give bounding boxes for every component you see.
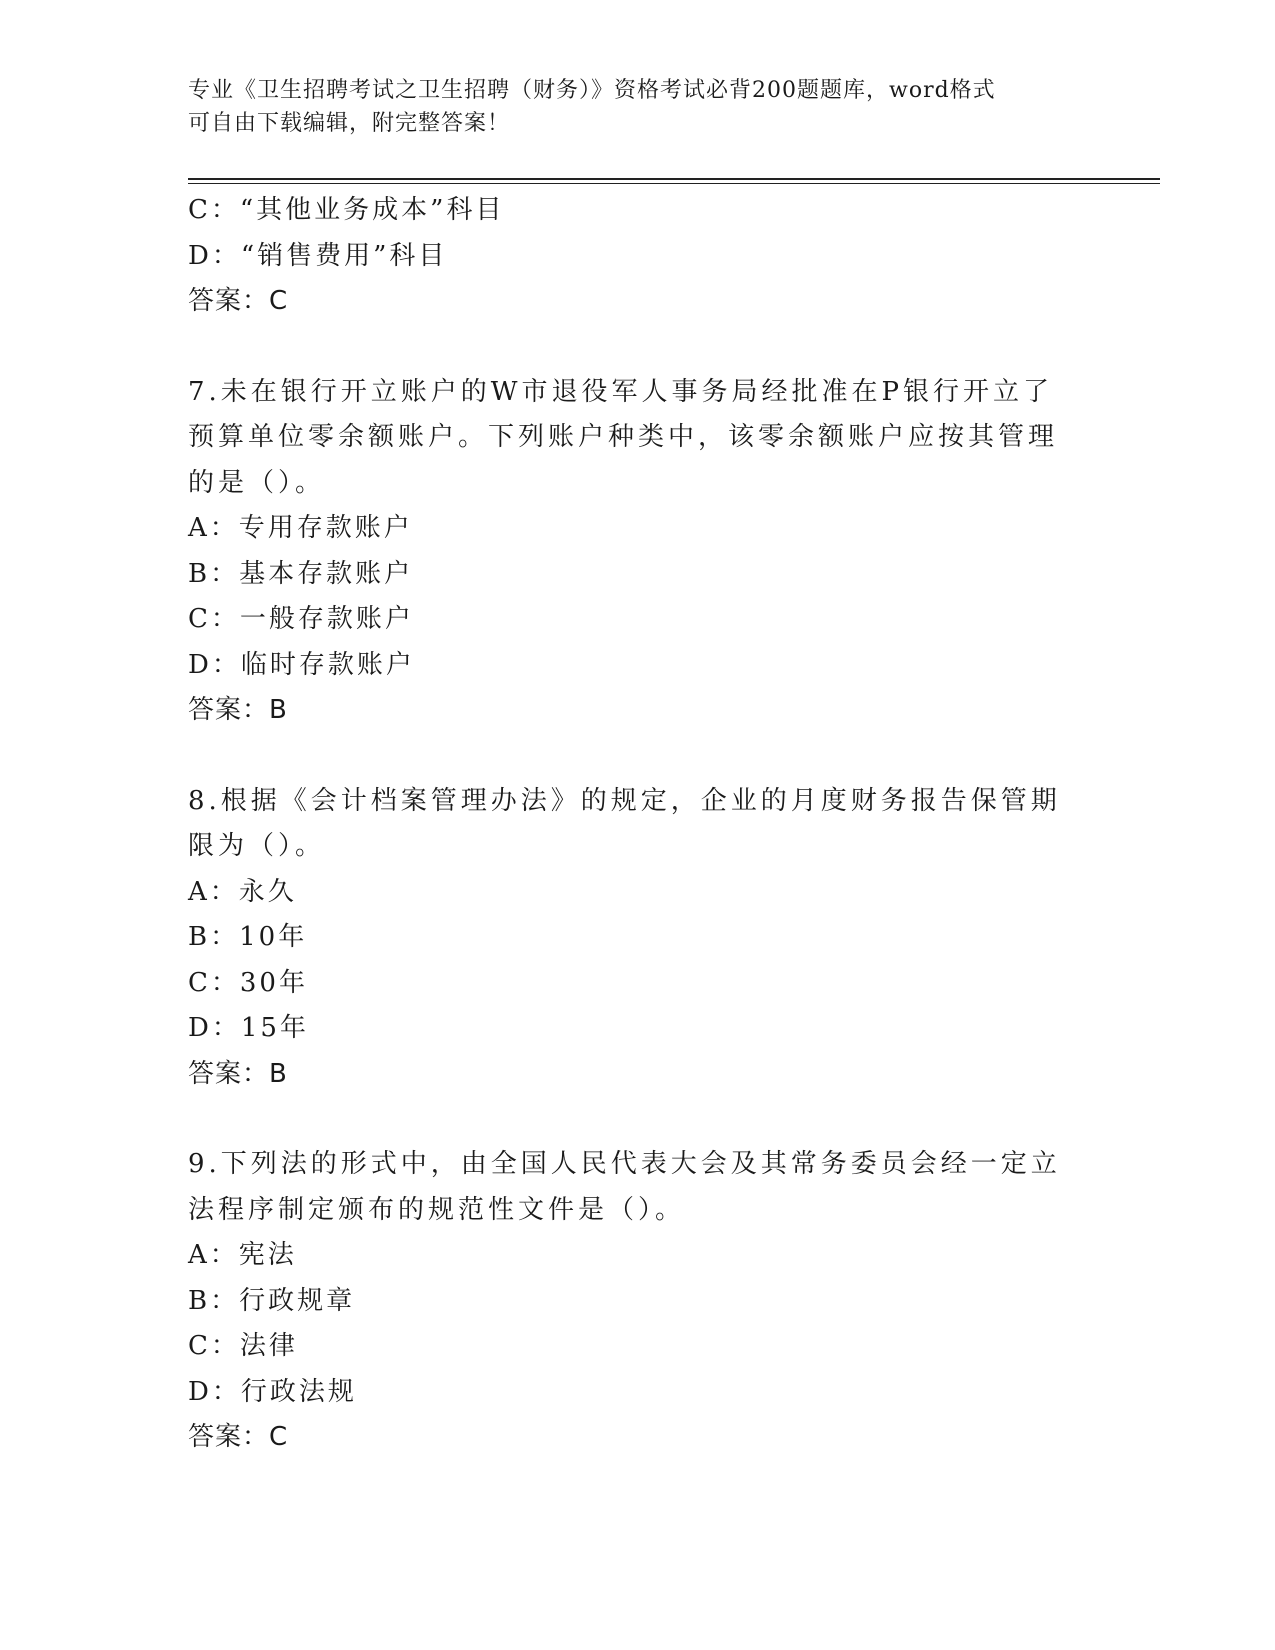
header-divider-thin (188, 183, 1160, 184)
question-9 (188, 1142, 1068, 1461)
document-header (188, 74, 1068, 140)
answer: 答案：C (188, 286, 289, 316)
header-divider-thick (188, 178, 1160, 180)
option-b: B：行政规章 (188, 1285, 356, 1316)
option-c: C：法律 (188, 1331, 298, 1361)
question-list (188, 188, 1068, 1461)
option-c: C：“其他业务成本”科目 (188, 195, 505, 225)
option-c: C：一般存款账户 (188, 604, 414, 634)
answer: 答案：C (188, 1422, 289, 1452)
option-b: B：10年 (188, 922, 308, 952)
question-6-continuation (188, 188, 1068, 325)
option-b: B：基本存款账户 (188, 558, 414, 589)
option-d: D：行政法规 (188, 1376, 357, 1407)
option-d: D：“销售费用”科目 (188, 240, 448, 271)
question-stem: 7.未在银行开立账户的W市退役军人事务局经批准在P银行开立了预算单位零余额账户。下列账户种类中，该零余额账户应按其管理的是（）。 (188, 376, 1059, 498)
option-a: A：永久 (188, 876, 297, 907)
option-d: D：15年 (188, 1013, 309, 1043)
option-a: A：专用存款账户 (188, 513, 413, 543)
question-stem: 8.根据《会计档案管理办法》的规定，企业的月度财务报告保管期限为（）。 (188, 785, 1061, 861)
option-d: D：临时存款账户 (188, 649, 415, 680)
option-a: A：宪法 (188, 1240, 297, 1270)
header-title-line-2: 可自由下载编辑，附完整答案！ (188, 111, 511, 136)
answer: 答案：B (188, 695, 288, 725)
question-8 (188, 779, 1068, 1098)
question-7 (188, 370, 1068, 734)
header-title-line-1: 专业《卫生招聘考试之卫生招聘（财务）》资格考试必背200题题库，word格式 (188, 78, 996, 103)
answer: 答案：B (188, 1058, 288, 1089)
option-c: C：30年 (188, 967, 308, 998)
question-stem: 9.下列法的形式中，由全国人民代表大会及其常务委员会经一定立法程序制定颁布的规范性文件是（）。 (188, 1149, 1061, 1225)
